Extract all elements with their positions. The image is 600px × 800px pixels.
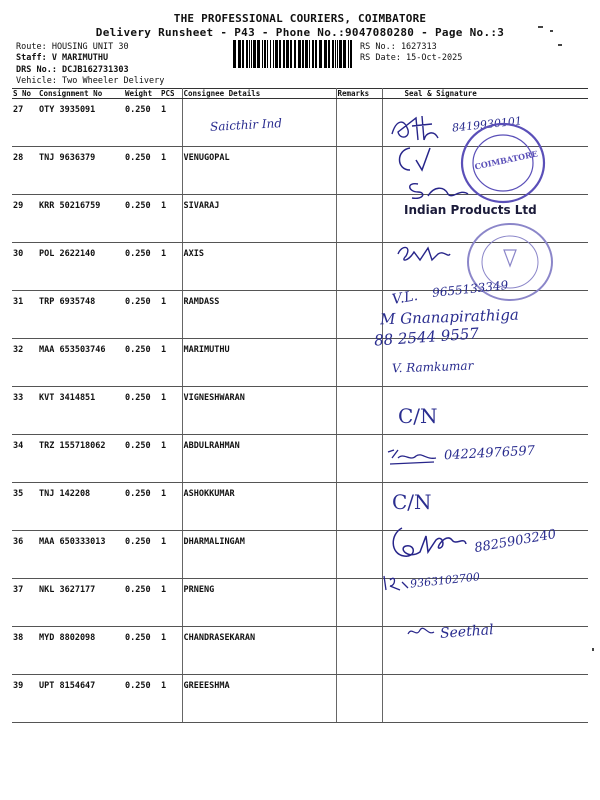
table-header-row bbox=[12, 88, 588, 99]
row-pcs: 1 bbox=[160, 339, 182, 387]
handwritten-phone-37: 8825903240 bbox=[473, 526, 558, 557]
signature-35-icon bbox=[384, 446, 440, 468]
handwritten-mark-34: C/N bbox=[398, 404, 438, 428]
row-sno: 31 bbox=[12, 291, 38, 339]
route-label: Route: HOUSING UNIT 30 bbox=[16, 42, 129, 52]
row-consignee: DHARMALINGAM bbox=[182, 531, 336, 579]
row-pcs: 1 bbox=[160, 195, 182, 243]
row-weight: 0.250 bbox=[124, 627, 160, 675]
row-consignment: OTY 3935091 bbox=[38, 99, 124, 147]
row-weight: 0.250 bbox=[124, 435, 160, 483]
row-pcs: 1 bbox=[160, 579, 182, 627]
row-remarks bbox=[336, 675, 382, 723]
row-signature bbox=[382, 675, 588, 723]
indian-products-stamp: Indian Products Ltd bbox=[404, 203, 537, 217]
handwritten-phone-32: 88 2544 9557 bbox=[373, 324, 480, 350]
row-remarks bbox=[336, 195, 382, 243]
row-consignee: VIGNESHWARAN bbox=[182, 387, 336, 435]
row-consignee: VENUGOPAL bbox=[182, 147, 336, 195]
row-sno: 35 bbox=[12, 483, 38, 531]
row-pcs: 1 bbox=[160, 243, 182, 291]
row-consignment: MAA 653503746 bbox=[38, 339, 124, 387]
row-sno: 27 bbox=[12, 99, 38, 147]
row-pcs: 1 bbox=[160, 627, 182, 675]
header-consignment: Consignment No bbox=[38, 88, 124, 99]
row-sno: 36 bbox=[12, 531, 38, 579]
signature-37-icon bbox=[386, 522, 478, 566]
row-sno: 34 bbox=[12, 435, 38, 483]
row-consignee: ASHOKKUMAR bbox=[182, 483, 336, 531]
row-consignment: NKL 3627177 bbox=[38, 579, 124, 627]
row-weight: 0.250 bbox=[124, 195, 160, 243]
header-signature: Seal & Signature bbox=[382, 88, 588, 99]
row-pcs: 1 bbox=[160, 483, 182, 531]
row-remarks bbox=[336, 387, 382, 435]
row-sno: 38 bbox=[12, 627, 38, 675]
row-weight: 0.250 bbox=[124, 291, 160, 339]
row-sno: 29 bbox=[12, 195, 38, 243]
row-consignment: UPT 8154647 bbox=[38, 675, 124, 723]
row-pcs: 1 bbox=[160, 147, 182, 195]
signature-27-icon bbox=[388, 112, 448, 146]
row-consignment: TRZ 155718062 bbox=[38, 435, 124, 483]
handwritten-phone-27: 8419930101 bbox=[451, 114, 523, 135]
barcode-icon bbox=[233, 40, 355, 68]
header-weight: Weight bbox=[124, 88, 160, 99]
row-consignment: POL 2622140 bbox=[38, 243, 124, 291]
header-sno: S No bbox=[12, 88, 38, 99]
row-consignee: CHANDRASEKARAN bbox=[182, 627, 336, 675]
scribble-39-icon bbox=[404, 622, 440, 640]
row-weight: 0.250 bbox=[124, 483, 160, 531]
row-sno: 32 bbox=[12, 339, 38, 387]
handwritten-mark-36: C/N bbox=[392, 490, 432, 514]
row-consignment: KRR 50216759 bbox=[38, 195, 124, 243]
handwritten-consignee-27: Saicthir Ind bbox=[209, 116, 283, 134]
handwritten-phone-31: 9655133349 bbox=[431, 278, 509, 300]
table-row bbox=[12, 675, 588, 723]
row-pcs: 1 bbox=[160, 387, 182, 435]
scan-speck bbox=[538, 26, 543, 28]
row-consignment: TNJ 9636379 bbox=[38, 147, 124, 195]
row-remarks bbox=[336, 627, 382, 675]
row-pcs: 1 bbox=[160, 675, 182, 723]
row-pcs: 1 bbox=[160, 291, 182, 339]
rs-date: RS Date: 15-Oct-2025 bbox=[360, 53, 463, 63]
row-pcs: 1 bbox=[160, 435, 182, 483]
table-row bbox=[12, 483, 588, 531]
row-consignee: SIVARAJ bbox=[182, 195, 336, 243]
row-remarks bbox=[336, 243, 382, 291]
handwritten-name-33: V. Ramkumar bbox=[391, 358, 474, 376]
row-consignee: RAMDASS bbox=[182, 291, 336, 339]
row-consignee: AXIS bbox=[182, 243, 336, 291]
row-consignment: KVT 3414851 bbox=[38, 387, 124, 435]
signature-29-icon bbox=[404, 178, 474, 202]
row-weight: 0.250 bbox=[124, 339, 160, 387]
row-sno: 33 bbox=[12, 387, 38, 435]
row-weight: 0.250 bbox=[124, 579, 160, 627]
header-remarks: Remarks bbox=[336, 88, 382, 99]
row-sno: 37 bbox=[12, 579, 38, 627]
row-consignee: PRNENG bbox=[182, 579, 336, 627]
row-pcs: 1 bbox=[160, 531, 182, 579]
handwritten-phone-38: 9363102700 bbox=[409, 570, 481, 591]
vehicle-label: Vehicle: Two Wheeler Delivery bbox=[16, 76, 165, 86]
row-consignment: MAA 650333013 bbox=[38, 531, 124, 579]
row-weight: 0.250 bbox=[124, 99, 160, 147]
row-consignment: TRP 6935748 bbox=[38, 291, 124, 339]
scan-speck bbox=[592, 648, 594, 651]
row-sno: 30 bbox=[12, 243, 38, 291]
signature-28-icon bbox=[392, 142, 442, 176]
staff-label: Staff: V MARIMUTHU bbox=[16, 53, 109, 63]
handwritten-phone-35: 04224976597 bbox=[443, 443, 536, 464]
table-row bbox=[12, 579, 588, 627]
row-remarks bbox=[336, 483, 382, 531]
drs-label: DRS No.: DCJB162731303 bbox=[16, 65, 129, 75]
row-consignee: ABDULRAHMAN bbox=[182, 435, 336, 483]
row-consignee: GREEESHMA bbox=[182, 675, 336, 723]
row-remarks bbox=[336, 579, 382, 627]
row-pcs: 1 bbox=[160, 99, 182, 147]
row-remarks bbox=[336, 147, 382, 195]
row-consignment: MYD 8802098 bbox=[38, 627, 124, 675]
row-remarks bbox=[336, 531, 382, 579]
table-row bbox=[12, 627, 588, 675]
handwritten-name-39: Seethal bbox=[439, 622, 495, 642]
scan-speck bbox=[550, 30, 553, 32]
row-sno: 28 bbox=[12, 147, 38, 195]
table-row bbox=[12, 339, 588, 387]
row-weight: 0.250 bbox=[124, 147, 160, 195]
rs-number: RS No.: 1627313 bbox=[360, 42, 437, 52]
row-sno: 39 bbox=[12, 675, 38, 723]
stamp-coimbatore-text: COIMBATORE bbox=[473, 148, 539, 172]
runsheet-subtitle: Delivery Runsheet - P43 - Phone No.:9047080280 - Page No.:3 bbox=[95, 26, 505, 39]
header-pcs: PCS bbox=[160, 88, 182, 99]
row-weight: 0.250 bbox=[124, 675, 160, 723]
row-consignment: TNJ 142208 bbox=[38, 483, 124, 531]
table-row bbox=[12, 387, 588, 435]
row-weight: 0.250 bbox=[124, 243, 160, 291]
row-remarks bbox=[336, 435, 382, 483]
row-remarks bbox=[336, 99, 382, 147]
page-title: THE PROFESSIONAL COURIERS, COIMBATORE bbox=[173, 12, 427, 25]
row-consignee: MARIMUTHU bbox=[182, 339, 336, 387]
handwritten-name-32: M Gnanapirathiga bbox=[379, 305, 520, 329]
row-weight: 0.250 bbox=[124, 387, 160, 435]
row-weight: 0.250 bbox=[124, 531, 160, 579]
scan-speck bbox=[558, 44, 562, 46]
signature-38-icon bbox=[380, 572, 412, 594]
signature-30-icon bbox=[392, 240, 454, 266]
header-consignee: Consignee Details bbox=[182, 88, 336, 99]
handwritten-initials-31: V.L. bbox=[390, 287, 420, 309]
